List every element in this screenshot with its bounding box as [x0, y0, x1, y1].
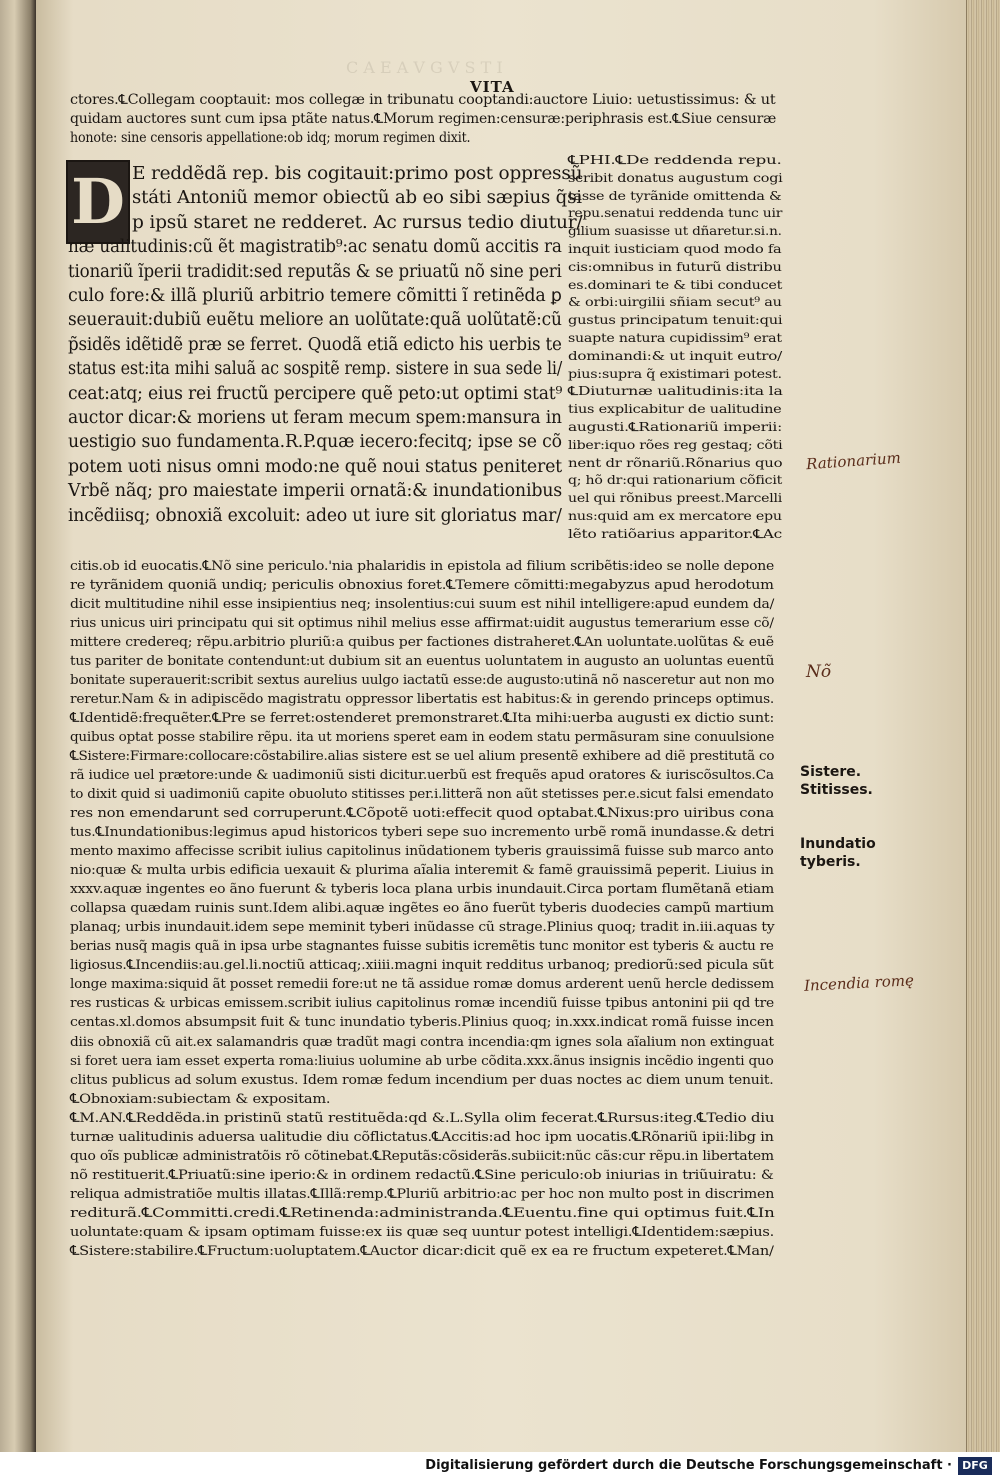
marginal-note-tyberis: tyberis.: [800, 854, 861, 870]
main-line-2: p ipsũ staret ne redderet. Ac rursus tedio diutur/: [132, 212, 583, 233]
main-line-6: seuerauit:dubiũ euẽtu meliore an uolũtate:quã uolũtatẽ:cũ: [68, 310, 562, 331]
commentary-line-10: suapte natura cupidissim⁹ erat: [568, 330, 782, 345]
lower-line-0: citis.ob id euocatis.℄Nõ sine periculo.'nia phalaridis in epistola ad filium scribẽtis:ideo se nolle depone: [70, 559, 775, 574]
lower-line-26: si foret uera iam esset experta roma:liuius uolumine ab urbe cõdita.xxx.ãnus insignis incẽdio ingenti quo: [70, 1053, 774, 1069]
marginal-note-sistere: Sistere.: [800, 764, 862, 780]
main-line-13: Vrbẽ nãq; pro maiestate imperii ornatã:& inundationibus: [68, 481, 563, 502]
commentary-line-11: dominandi:& ut inquit eutro/: [568, 347, 782, 363]
lower-line-1: re tyrãnidem quoniã undiq; periculis obnoxius foret.℄Temere cõmitti:megabyzus apud herodotum: [70, 578, 774, 594]
lower-line-13: res non emendarunt sed corruperunt.℄Cõpotẽ uoti:effecit quod optabat.℄Nixus:pro uiribus cona: [70, 806, 774, 822]
commentary-line-9: gustus principatum tenuit:qui: [568, 312, 783, 328]
marginal-note-stitisses: Stitisses.: [800, 782, 873, 798]
commentary-line-12: pius:supra q̃ existimari potest.: [568, 365, 782, 381]
lower-line-32: nõ restituerit.℄Priuatũ:sine iperio:& in ordinem redactũ.℄Sine periculo:ob iniurias in triũuiratu: &: [70, 1167, 774, 1183]
lower-line-16: nio:quæ & multa urbis edificia uexauit & plurima aĩalia interemit & famẽ grauissimã peperit. Liuius in: [70, 863, 774, 879]
lower-line-23: res rusticas & urbicas emissem.scribit iulius capitolinus romæ incendiũ fuisse tpibus antonini pii qd tre: [70, 996, 774, 1012]
dfg-logo: DFG: [958, 1457, 992, 1475]
main-line-4: tionariũ ĩperii tradidit:sed reputãs & se priuatũ nõ sine peri: [68, 261, 562, 282]
lower-line-19: planaq; urbis inundauit.idem sepe meminit tyberi inũdasse cũ strage.Plinius quoq; tradit in.iii.aquas ty: [70, 920, 775, 936]
lower-line-31: quo oĩs publicæ administratõis rõ cõtinebat.℄Reputãs:cõsiderãs.subiicit:nũc cãs:cur rẽpu.in libertatem: [70, 1148, 774, 1164]
lower-line-2: dicit multitudine nihil esse insipientius neq; insolentius:cui suum est nihil intelligere:apud eundem da/: [70, 597, 775, 613]
commentary-line-6: cis:omnibus in futurũ distribu: [568, 258, 782, 274]
lower-line-28: ℄Obnoxiam:subiectam & expositam.: [70, 1091, 331, 1107]
lower-line-5: tus pariter de bonitate contendunt:ut dubium sit an euentus uoluntatem in augusto an uoluntas euentũ: [70, 654, 775, 670]
lower-line-15: mento maximo affecisse scribit iulius capitolinus inũdationem tyberis grauissimã fuisse sub marco anto: [70, 844, 774, 860]
top-line-0: ctores.℄Collegam cooptauit: mos collegæ in tribunatu cooptandi:auctore Liuio: uetustissimus: & ut: [70, 92, 776, 108]
lower-line-14: tus.℄Inundationibus:legimus apud historicos tyberi sepe suo incremento urbẽ romã inundasse.& detri: [70, 825, 775, 841]
commentary-line-21: lẽto ratiõarius apparitor.℄Ac: [568, 525, 783, 541]
lower-line-29: ℄M.AN.℄Reddẽda.in pristinũ statũ restituẽda:qd &.L.Sylla olim fecerat.℄Rursus:iteg.℄Tedio diu: [70, 1110, 775, 1126]
lower-line-25: diis obnoxiã cũ ait.ex salamandris quæ tradũt magi contra incendia:qm ignes sola aĩalium non extinguat: [70, 1034, 774, 1050]
commentary-line-18: q; hõ dr:qui rationarium cõficit: [568, 472, 783, 488]
main-line-9: ceat:atq; eius rei fructũ percipere quẽ peto:ut optimi stat⁹: [68, 383, 563, 404]
bleed-through-text: C A E A V G V S T I: [346, 58, 503, 77]
lower-line-7: reretur.Nam & in adipiscẽdo magistratu oppressor libertatis est habitus:& in gerendo princeps optimus.: [70, 692, 775, 708]
lower-line-10: ℄Sistere:Firmare:collocare:cõstabilire.alias sistere est se uel alium presentẽ exhibere ad diẽ prestitutã co: [70, 749, 775, 765]
lower-line-36: ℄Sistere:stabilire.℄Fructum:uoluptatem.℄Auctor dicar:dicit quẽ ex ea re fructum expeteret.℄Man/: [70, 1243, 774, 1259]
lower-line-30: turnæ ualitudinis aduersa ualitudie diu cõflictatus.℄Accitis:ad hoc ipm uocatis.℄Rõnariũ ipii:libg in: [70, 1129, 774, 1145]
lower-line-8: ℄Identidẽ:frequẽter.℄Pre se ferret:ostenderet premonstraret.℄Ita mihi:uerba augusti ex dictio sunt:: [70, 711, 775, 727]
handwritten-note-rationarium: Rationarium: [805, 448, 902, 474]
commentary-line-17: nent dr rõnariũ.Rõnarius quo: [568, 454, 783, 470]
lower-line-4: mittere credereq; rẽpu.arbitrio pluriũ:a quibus per factiones distraheret.℄An uoluntate.uolũtas & euẽ: [70, 635, 774, 651]
lower-line-9: quibus optat posse stabilire rẽpu. ita ut moriens speret eam in eodem statu permãsuram sine conuulsione: [70, 730, 775, 746]
lower-line-22: longe maxima:siquid ãt posset remedii fore:ut ne tã assidue romæ domus arderent uenũ hercle dedissem: [70, 977, 774, 993]
handwritten-note-non: Nõ: [806, 662, 832, 682]
main-line-8: status est:ita mihi saluã ac sospitẽ remp. sistere in sua sede li/: [68, 359, 563, 380]
main-line-12: potem uoti nisus omni modo:ne quẽ noui status peniteret: [68, 456, 562, 477]
commentary-line-13: ℄Diuturnæ ualitudinis:ita la: [568, 383, 783, 399]
main-line-10: auctor dicar:& moriens ut feram mecum spem:mansura in: [68, 408, 562, 428]
adjacent-page-edge: [0, 0, 36, 1452]
lower-line-3: rius unicus uiri principatu qui sit optimus nihil melius esse affirmat:uidit augustus temerarium esse cõ/: [70, 616, 774, 632]
commentary-line-2: tasse de tyrãnide omittenda &: [568, 187, 782, 203]
lower-line-33: reliqua admistratiõe multis illatas.℄Illã:remp.℄Pluriũ arbitrio:ac per hoc non multo post in discrimen: [70, 1186, 775, 1202]
commentary-line-20: nus:quid am ex mercatore epu: [568, 508, 782, 523]
lower-line-35: uoluntate:quam & ipsam optimam fuisse:ex iis quæ seq uuntur potest intelligi.℄Identidem:sæpius.: [70, 1224, 775, 1240]
main-line-7: p̃sidẽs idẽtidẽ præ se ferret. Quodã etiã edicto his uerbis te: [68, 334, 562, 355]
lower-line-24: centas.xl.domos absumpsit fuit & tunc inundatio tyberis.Plinius quoq; in.xxx.indicat romã fuisse incen: [70, 1015, 774, 1031]
handwritten-note-incendia: Incendia romę: [803, 971, 915, 995]
main-line-0: E reddẽdã rep. bis cogitauit:primo post oppressũ: [132, 164, 583, 184]
drop-cap: [66, 160, 130, 244]
running-head: VITA: [470, 78, 515, 96]
lower-line-12: to dixit quid si uadimoniũ capite obuoluto stitisses per.i.litterã non aũt stetisses per.e.sicut falsi emendato: [70, 787, 774, 803]
lower-line-27: clitus publicus ad solum exustus. Idem romæ fedum incendium per duas noctes ac diem unum tenuit.: [70, 1072, 774, 1088]
lower-line-17: xxxv.aquæ ingentes eo ãno fuerunt & tyberis loca plana urbis inundauit.Circa portam flumẽtanã etiam: [70, 882, 775, 898]
credit-bar: [0, 1452, 1000, 1480]
main-line-3: næ ualitudinis:cũ ẽt magistratib⁹:ac senatu domũ accitis ra: [68, 237, 562, 258]
commentary-line-16: liber:iquo rões reg gestaq; cõti: [568, 436, 783, 452]
main-line-1: státi Antoniũ memor obiectũ ab eo sibi sæpius q̃si: [132, 188, 582, 209]
commentary-line-3: repu.senatui reddenda tunc uir: [568, 205, 783, 221]
main-line-5: culo fore:& illã pluriũ arbitrio temere cõmitti ĩ retinẽda ꝑ: [68, 286, 562, 306]
lower-line-34: rediturã.℄Committi.credi.℄Retinenda:administranda.℄Euentu.fine qui optimus fuit.℄In: [70, 1205, 775, 1221]
main-line-14: incẽdiisq; obnoxiã excoluit: adeo ut iure sit gloriatus mar/: [68, 505, 562, 526]
top-line-1: quidam auctores sunt cum ipsa ptãte natus.℄Morum regimen:censuræ:periphrasis est.℄Siue censuræ: [70, 111, 777, 127]
commentary-line-1: scribit donatus augustum cogi: [568, 169, 783, 185]
commentary-line-8: & orbi:uirgilii sñiam secut⁹ au: [568, 294, 782, 310]
commentary-line-15: augusti.℄Rationariũ imperii:: [568, 419, 783, 434]
book-fore-edge: [966, 0, 1000, 1452]
marginal-note-inundatio: Inundatio: [800, 836, 876, 852]
credit-text: Digitalisierung gefördert durch die Deutsche Forschungsgemeinschaft ·: [425, 1458, 952, 1473]
commentary-line-19: uel qui rõnibus preest.Marcelli: [568, 490, 783, 506]
commentary-line-7: es.dominari te & tibi conducet: [568, 276, 783, 292]
lower-line-6: bonitate superauerit:scribit sextus aurelius uulgo iactatũ esse:de augusto:utinã nõ nasceretur aut non mo: [70, 673, 775, 689]
commentary-line-0: ℄PHI.℄De reddenda repu.: [568, 152, 782, 167]
lower-line-18: collapsa quædam ruinis sunt.Idem alibi.aquæ ingẽtes eo ãno fuerũt tyberis duodecies campũ martium: [70, 901, 774, 917]
commentary-line-5: inquit iusticiam quod modo fa: [568, 241, 782, 256]
top-line-2: honote: sine censoris appellatione:ob idq; morum regimen dixit.: [70, 130, 471, 146]
drop-cap-letter: D: [71, 165, 125, 238]
lower-line-20: berias nusq̃ magis quã in ipsa urbe stagnantes fuisse subitis icremẽtis tunc monitor est tyberis & auctu re: [70, 939, 774, 955]
commentary-line-14: tius explicabitur de ualitudine: [568, 401, 782, 417]
main-line-11: uestigio suo fundamenta.R.P.quæ iecero:fecitq; ipse se cõ: [68, 432, 562, 453]
commentary-line-4: gilium suasisse ut dñaretur.si.n.: [568, 223, 782, 239]
lower-line-21: ligiosus.℄Incendiis:au.gel.li.noctiũ atticaq;.xiiii.magni inquit redditus urbanoq; prediorũ:sed picula sũt: [70, 958, 774, 974]
lower-line-11: rã iudice uel prætore:unde & uadimoniũ sisti dicitur.uerbũ est frequẽs apud oratores & iuriscõsultos.Ca: [70, 768, 774, 784]
